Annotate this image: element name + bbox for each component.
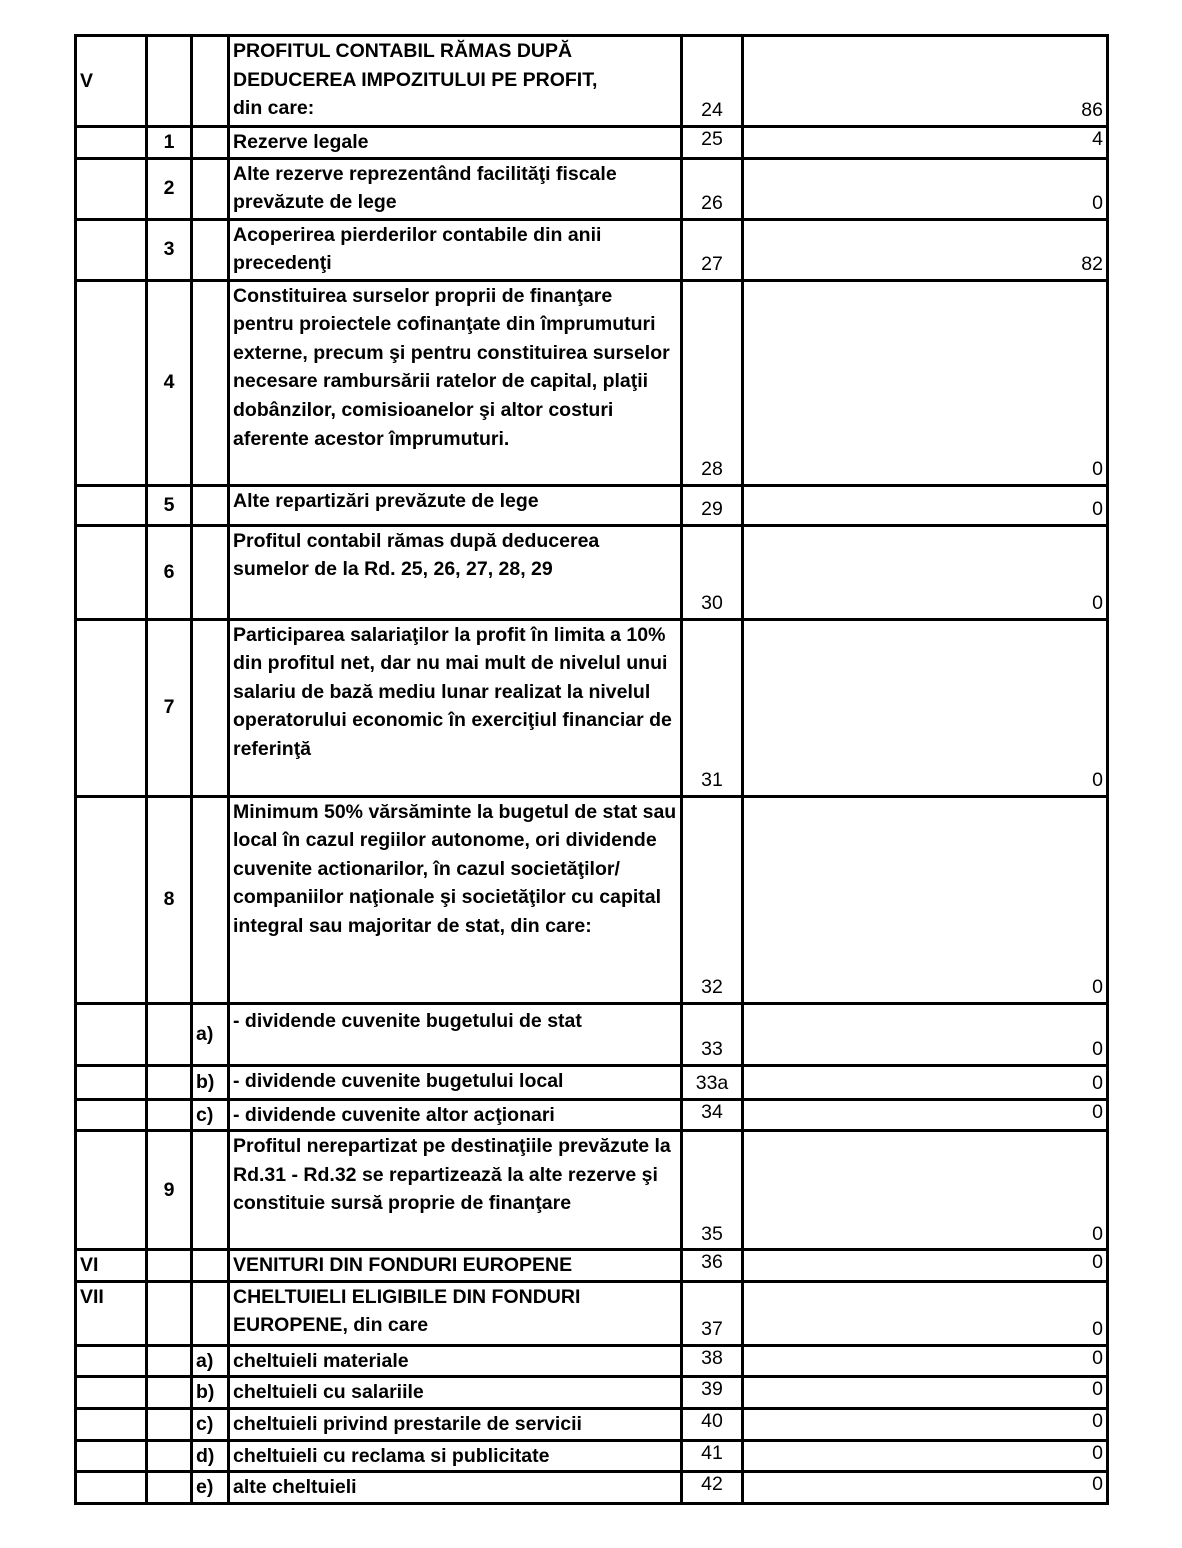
nr-cell: 5 [147, 485, 192, 525]
description-cell: Rezerve legale [229, 127, 682, 159]
value-cell: 86 [743, 36, 1108, 127]
rd-cell: 29 [682, 485, 743, 525]
description-cell: Alte rezerve reprezentând facilităţi fiscale prevăzute de lege [229, 158, 682, 219]
table-row [76, 525, 1108, 619]
nr-cell [147, 1377, 192, 1409]
table-row [76, 158, 1108, 219]
description-cell: Alte repartizări prevăzute de lege [229, 485, 682, 525]
roman-cell [76, 280, 147, 485]
letter-cell: a) [192, 1345, 229, 1377]
nr-cell [147, 1345, 192, 1377]
letter-cell [192, 619, 229, 796]
nr-cell [147, 1281, 192, 1345]
rd-cell: 32 [682, 796, 743, 1003]
nr-cell [147, 1408, 192, 1440]
value-cell: 0 [743, 280, 1108, 485]
table-row [76, 1099, 1108, 1131]
table-row [76, 1345, 1108, 1377]
nr-cell [147, 1440, 192, 1472]
roman-cell [76, 796, 147, 1003]
table-row [76, 1408, 1108, 1440]
value-cell: 0 [743, 1472, 1108, 1504]
rd-cell: 37 [682, 1281, 743, 1345]
nr-cell [147, 36, 192, 127]
value-cell: 0 [743, 1408, 1108, 1440]
roman-cell [76, 1377, 147, 1409]
nr-cell [147, 1472, 192, 1504]
letter-cell [192, 485, 229, 525]
rd-cell: 42 [682, 1472, 743, 1504]
roman-cell [76, 1345, 147, 1377]
roman-cell [76, 1131, 147, 1250]
roman-cell [76, 158, 147, 219]
value-cell: 0 [743, 1345, 1108, 1377]
value-cell: 0 [743, 619, 1108, 796]
description-cell: Constituirea surselor proprii de finanţare pentru proiectele cofinanţate din împrumuturi externe, precum şi pentru constituirea surselor necesare rambursării ratelor de capital, plaţii dobânzilor, comisioanelor şi altor costuri aferente acestor împrumuturi. [229, 280, 682, 485]
rd-cell: 31 [682, 619, 743, 796]
description-cell: alte cheltuieli [229, 1472, 682, 1504]
nr-cell [147, 1003, 192, 1065]
roman-cell: VI [76, 1250, 147, 1282]
letter-cell: b) [192, 1377, 229, 1409]
table-row [76, 796, 1108, 1003]
roman-cell: VII [76, 1281, 147, 1345]
rd-cell: 40 [682, 1408, 743, 1440]
letter-cell [192, 1131, 229, 1250]
nr-cell: 3 [147, 219, 192, 280]
table-row [76, 280, 1108, 485]
description-cell: cheltuieli materiale [229, 1345, 682, 1377]
letter-cell: e) [192, 1472, 229, 1504]
table-row [76, 619, 1108, 796]
description-cell: - dividende cuvenite bugetului local [229, 1065, 682, 1099]
value-cell: 4 [743, 127, 1108, 159]
value-cell: 0 [743, 1003, 1108, 1065]
description-cell: cheltuieli cu salariile [229, 1377, 682, 1409]
rd-cell: 33a [682, 1065, 743, 1099]
description-cell: cheltuieli privind prestarile de servicii [229, 1408, 682, 1440]
letter-cell [192, 525, 229, 619]
value-cell: 82 [743, 219, 1108, 280]
description-cell: Acoperirea pierderilor contabile din anii precedenţi [229, 219, 682, 280]
table-row [76, 1131, 1108, 1250]
letter-cell [192, 219, 229, 280]
value-cell: 0 [743, 485, 1108, 525]
description-cell: Profitul nerepartizat pe destinaţiile prevăzute la Rd.31 - Rd.32 se repartizează la alte rezerve şi constituie sursă proprie de finanţare [229, 1131, 682, 1250]
description-cell: cheltuieli cu reclama si publicitate [229, 1440, 682, 1472]
value-cell: 0 [743, 1065, 1108, 1099]
value-cell: 0 [743, 796, 1108, 1003]
letter-cell: d) [192, 1440, 229, 1472]
roman-cell [76, 1099, 147, 1131]
nr-cell: 7 [147, 619, 192, 796]
description-cell: - dividende cuvenite bugetului de stat [229, 1003, 682, 1065]
letter-cell [192, 1250, 229, 1282]
value-cell: 0 [743, 1099, 1108, 1131]
rd-cell: 36 [682, 1250, 743, 1282]
table-row [76, 1003, 1108, 1065]
table-row [76, 36, 1108, 127]
table-row [76, 1250, 1108, 1282]
rd-cell: 27 [682, 219, 743, 280]
table-row [76, 219, 1108, 280]
rd-cell: 28 [682, 280, 743, 485]
description-cell: Participarea salariaţilor la profit în limita a 10% din profitul net, dar nu mai mult de nivelul unui salariu de bază mediu lunar realizat la nivelul operatorului economic în exerciţiul financiar de referinţă [229, 619, 682, 796]
roman-cell [76, 1003, 147, 1065]
value-cell: 0 [743, 1250, 1108, 1282]
value-cell: 0 [743, 1131, 1108, 1250]
nr-cell: 4 [147, 280, 192, 485]
letter-cell [192, 796, 229, 1003]
rd-cell: 39 [682, 1377, 743, 1409]
letter-cell [192, 36, 229, 127]
value-cell: 0 [743, 1377, 1108, 1409]
value-cell: 0 [743, 158, 1108, 219]
letter-cell [192, 1281, 229, 1345]
rd-cell: 33 [682, 1003, 743, 1065]
value-cell: 0 [743, 1281, 1108, 1345]
table-row [76, 1472, 1108, 1504]
table-row [76, 1281, 1108, 1345]
rd-cell: 35 [682, 1131, 743, 1250]
letter-cell [192, 280, 229, 485]
letter-cell [192, 158, 229, 219]
table-row [76, 1065, 1108, 1099]
roman-cell [76, 219, 147, 280]
description-cell: PROFITUL CONTABIL RĂMAS DUPĂ DEDUCEREA IMPOZITULUI PE PROFIT, din care: [229, 36, 682, 127]
nr-cell [147, 1065, 192, 1099]
letter-cell: b) [192, 1065, 229, 1099]
table-row [76, 485, 1108, 525]
rd-cell: 26 [682, 158, 743, 219]
nr-cell [147, 1250, 192, 1282]
table-row [76, 1440, 1108, 1472]
nr-cell: 1 [147, 127, 192, 159]
roman-cell: V [76, 36, 147, 127]
letter-cell: c) [192, 1099, 229, 1131]
value-cell: 0 [743, 1440, 1108, 1472]
description-cell: VENITURI DIN FONDURI EUROPENE [229, 1250, 682, 1282]
rd-cell: 34 [682, 1099, 743, 1131]
letter-cell: a) [192, 1003, 229, 1065]
roman-cell [76, 619, 147, 796]
letter-cell [192, 127, 229, 159]
rd-cell: 25 [682, 127, 743, 159]
roman-cell [76, 1472, 147, 1504]
rd-cell: 24 [682, 36, 743, 127]
value-cell: 0 [743, 525, 1108, 619]
nr-cell: 2 [147, 158, 192, 219]
nr-cell [147, 1099, 192, 1131]
nr-cell: 9 [147, 1131, 192, 1250]
table-row [76, 1377, 1108, 1409]
roman-cell [76, 525, 147, 619]
roman-cell [76, 1408, 147, 1440]
financial-table [74, 34, 1109, 1505]
nr-cell: 6 [147, 525, 192, 619]
roman-cell [76, 1440, 147, 1472]
roman-cell [76, 485, 147, 525]
description-cell: CHELTUIELI ELIGIBILE DIN FONDURI EUROPENE, din care [229, 1281, 682, 1345]
description-cell: Profitul contabil rămas după deducerea sumelor de la Rd. 25, 26, 27, 28, 29 [229, 525, 682, 619]
table-body [76, 36, 1108, 1504]
letter-cell: c) [192, 1408, 229, 1440]
description-cell: - dividende cuvenite altor acţionari [229, 1099, 682, 1131]
description-cell: Minimum 50% vărsăminte la bugetul de stat sau local în cazul regiilor autonome, ori dividende cuvenite actionarilor, în cazul societăţilor/ companiilor naţionale şi societăţilor cu capital integral sau majoritar de stat, din care: [229, 796, 682, 1003]
rd-cell: 41 [682, 1440, 743, 1472]
table-row [76, 127, 1108, 159]
roman-cell [76, 1065, 147, 1099]
rd-cell: 38 [682, 1345, 743, 1377]
nr-cell: 8 [147, 796, 192, 1003]
roman-cell [76, 127, 147, 159]
rd-cell: 30 [682, 525, 743, 619]
